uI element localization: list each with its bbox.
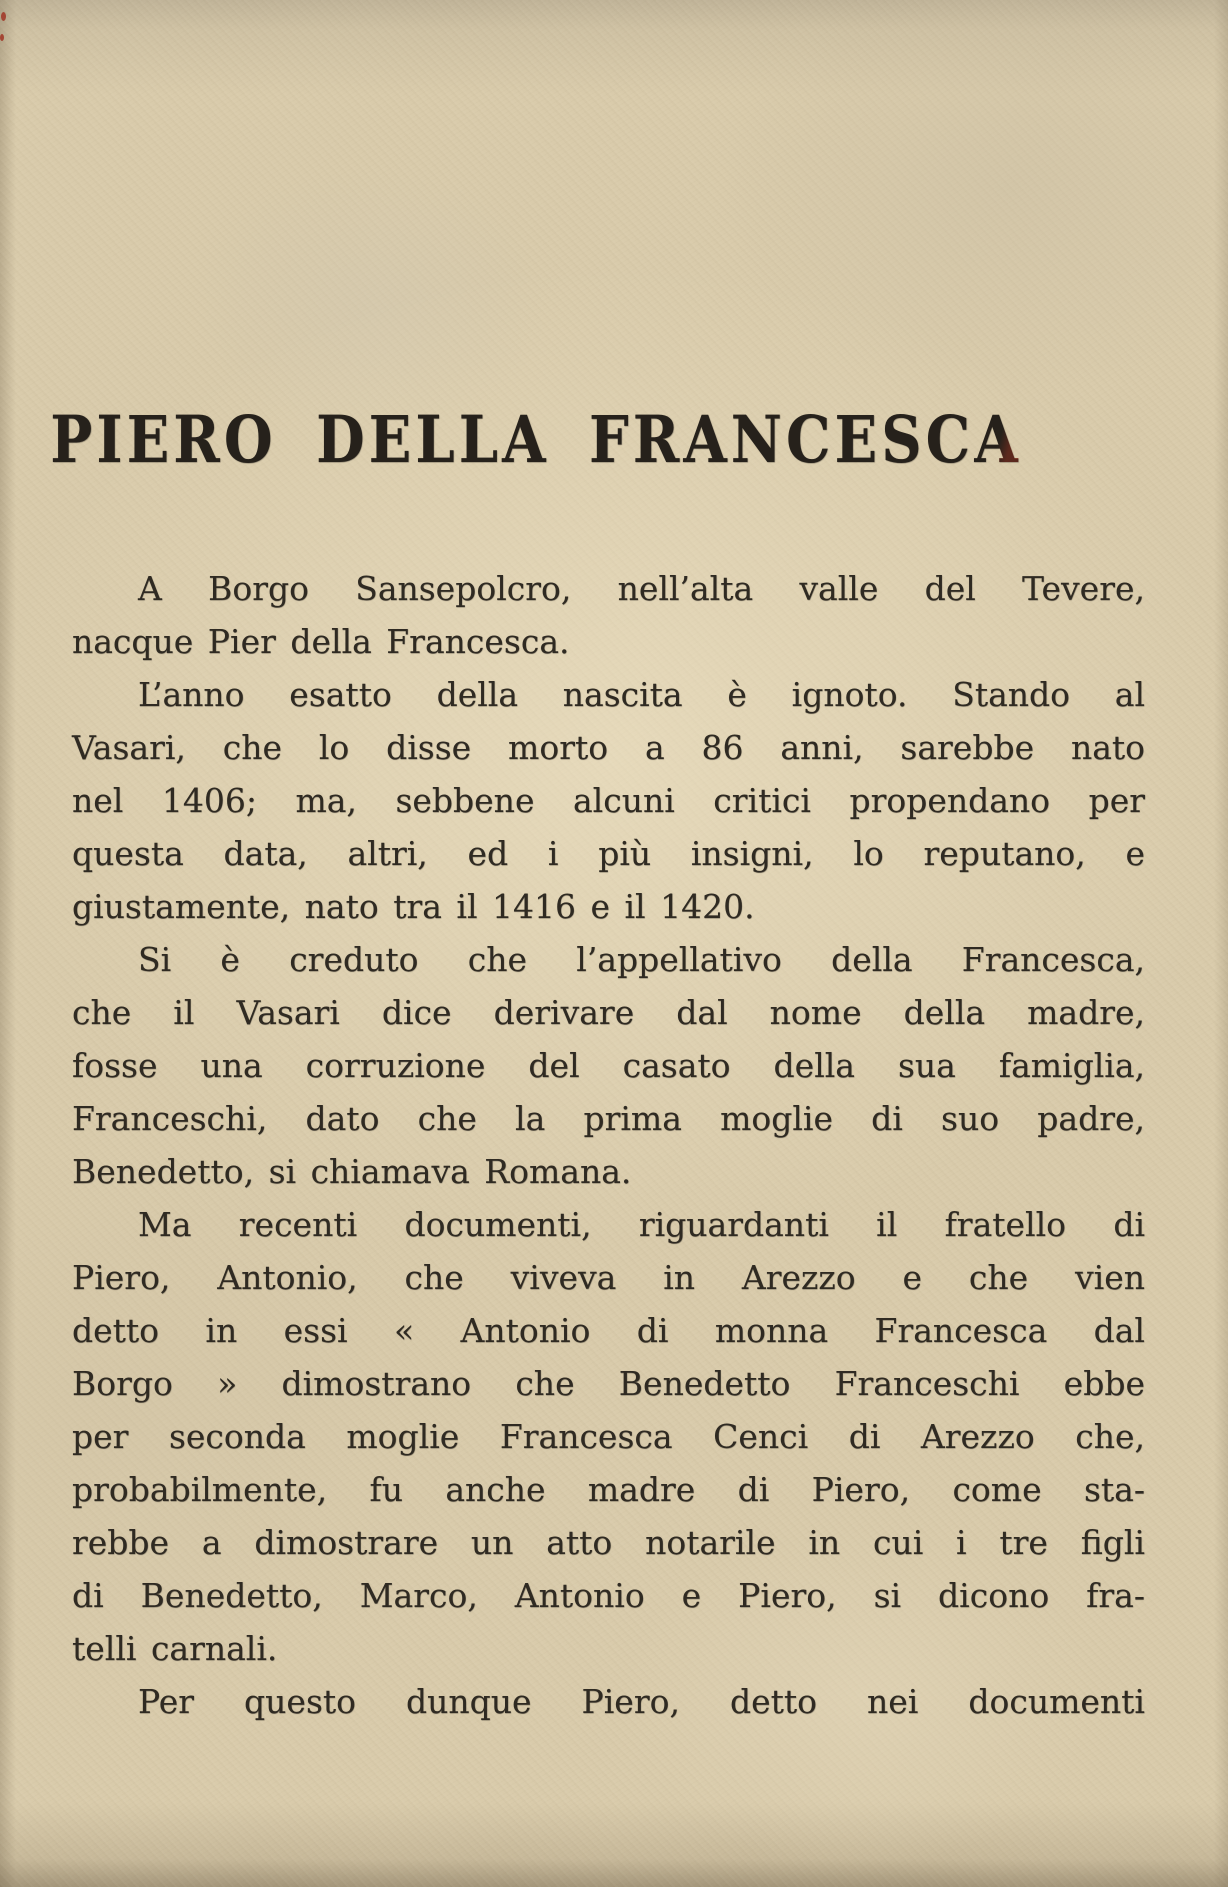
body-text xyxy=(72,562,1145,1728)
text-line: Benedetto, si chiamava Romana. xyxy=(72,1152,632,1191)
text-line: Ma recenti documenti, riguardanti il fratello di xyxy=(138,1205,1145,1244)
red-ink-speck xyxy=(0,34,4,41)
paragraph xyxy=(72,668,1145,933)
text-line: L’anno esatto della nascita è ignoto. Stando al xyxy=(138,675,1145,714)
text-line: rebbe a dimostrare un atto notarile in cui i tre figli xyxy=(72,1523,1145,1562)
text-line: per seconda moglie Francesca Cenci di Arezzo che, xyxy=(72,1417,1145,1456)
text-line: Si è creduto che l’appellativo della Francesca, xyxy=(138,940,1145,979)
text-line: nacque Pier della Francesca. xyxy=(72,622,570,661)
text-line: Vasari, che lo disse morto a 86 anni, sarebbe nato xyxy=(72,728,1145,767)
paragraph xyxy=(72,933,1145,1198)
text-line: questa data, altri, ed i più insigni, lo reputano, e xyxy=(72,834,1145,873)
red-ink-speck xyxy=(1,12,6,21)
paragraph xyxy=(72,562,1145,668)
text-line: telli carnali. xyxy=(72,1629,278,1668)
page-title-last-letter-red-artifact: A xyxy=(974,402,1022,478)
text-line: Borgo » dimostrano che Benedetto Franceschi ebbe xyxy=(72,1364,1145,1403)
text-line: di Benedetto, Marco, Antonio e Piero, si dicono fra- xyxy=(72,1576,1145,1615)
text-line: Piero, Antonio, che viveva in Arezzo e che vien xyxy=(72,1258,1145,1297)
page-title xyxy=(0,402,1150,478)
paragraph xyxy=(72,1198,1145,1675)
text-line: detto in essi « Antonio di monna Francesca dal xyxy=(72,1311,1145,1350)
text-line: giustamente, nato tra il 1416 e il 1420. xyxy=(72,887,755,926)
page-title-text: PIERO DELLA FRANCESC xyxy=(50,402,975,478)
text-line: nel 1406; ma, sebbene alcuni critici propendano per xyxy=(72,781,1145,820)
text-line: Per questo dunque Piero, detto nei documenti xyxy=(138,1682,1145,1721)
text-line: fosse una corruzione del casato della sua famiglia, xyxy=(72,1046,1145,1085)
text-line: probabilmente, fu anche madre di Piero, come sta- xyxy=(72,1470,1145,1509)
paragraph xyxy=(72,1675,1145,1728)
text-line: che il Vasari dice derivare dal nome della madre, xyxy=(72,993,1145,1032)
text-line: Franceschi, dato che la prima moglie di suo padre, xyxy=(72,1099,1145,1138)
text-line: A Borgo Sansepolcro, nell’alta valle del Tevere, xyxy=(138,569,1145,608)
